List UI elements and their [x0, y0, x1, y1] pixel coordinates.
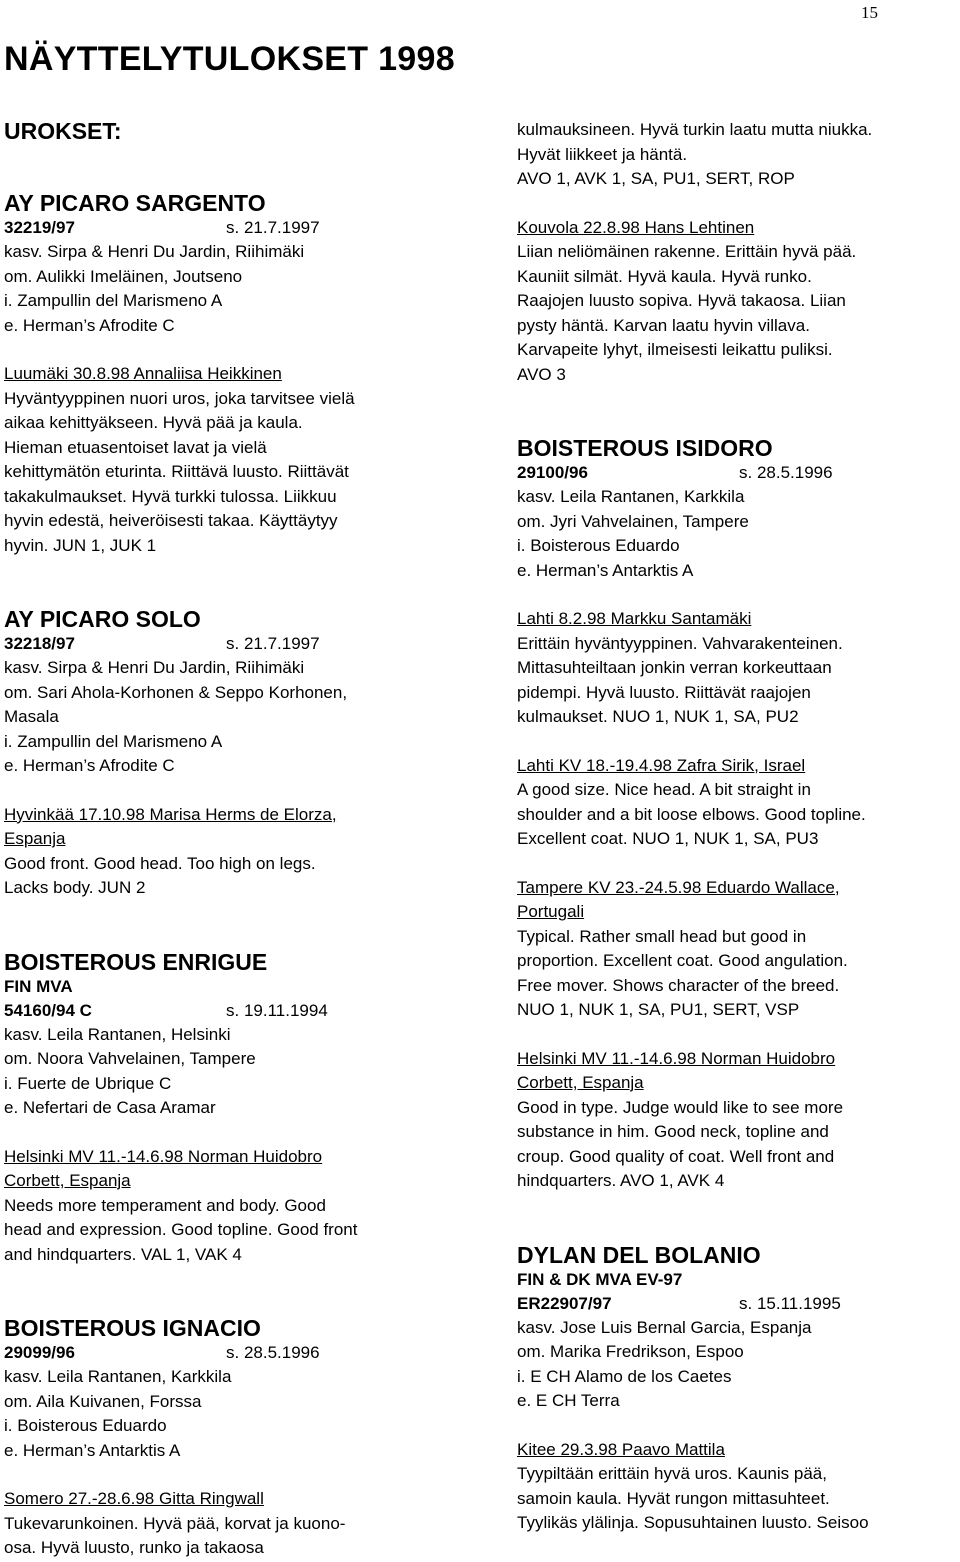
critique-line: and hindquarters. VAL 1, VAK 4 [4, 1244, 242, 1264]
birth-date: s. 21.7.1997 [226, 218, 320, 237]
critique-line: osa. Hyvä luusto, runko ja takaosa [4, 1538, 264, 1557]
birth-date: s. 19.11.1994 [226, 1000, 328, 1020]
spacer [517, 387, 957, 435]
critique-line: Lacks body. JUN 2 [4, 878, 146, 897]
show-judge-line: Corbett, Espanja [4, 1171, 131, 1190]
spacer [517, 1194, 957, 1242]
critique-line: Excellent coat. NUO 1, NUK 1, SA, PU3 [517, 829, 819, 848]
pedigree-info [4, 240, 464, 338]
show-result [517, 754, 957, 852]
critique-line: AVO 3 [517, 364, 566, 384]
spacer [4, 558, 464, 606]
info-line: om. Aulikki Imeläinen, Joutseno [4, 266, 243, 286]
info-line: i. Boisterous Eduardo [517, 536, 680, 555]
spacer [4, 901, 464, 949]
critique-line: Hyvät liikkeet ja häntä. [517, 144, 688, 164]
dog-entry [517, 435, 957, 1194]
show-judge-line: Corbett, Espanja [517, 1073, 644, 1092]
critique-line: aikaa kehittyäkseen. Hyvä pää ja kaula. [4, 413, 303, 432]
dog-name: BOISTEROUS ISIDORO [517, 435, 773, 461]
info-line: kasv. Jose Luis Bernal Garcia, Espanja [517, 1317, 812, 1337]
registration-line [4, 216, 464, 240]
dog-entry [517, 1242, 957, 1536]
critique-line: Hieman etuasentoiset lavat ja vielä [4, 437, 267, 457]
registration-number: 29099/96 [4, 1343, 75, 1362]
info-line: e. E CH Terra [517, 1391, 620, 1410]
dog-name: BOISTEROUS ENRIGUE [4, 948, 268, 975]
critique-line: croup. Good quality of coat. Well front and [517, 1146, 835, 1166]
critique-line: NUO 1, NUK 1, SA, PU1, SERT, VSP [517, 1000, 800, 1019]
spacer [4, 338, 464, 362]
critique-line: Erittäin hyväntyyppinen. Vahvarakenteinen. [517, 633, 843, 653]
show-judge-line: Tampere KV 23.-24.5.98 Eduardo Wallace, [517, 877, 840, 897]
registration-line [517, 1292, 957, 1316]
dog-entry [4, 949, 464, 1268]
critique-line: Hyväntyyppinen nuori uros, joka tarvitsee vielä [4, 388, 355, 408]
birth-date: s. 21.7.1997 [226, 634, 320, 653]
show-judge-line: Lahti 8.2.98 Markku Santamäki [517, 609, 752, 628]
show-judge-line: Espanja [4, 829, 66, 848]
pedigree-info [4, 656, 464, 779]
registration-number: 32219/97 [4, 218, 75, 237]
info-line: e. Nefertari de Casa Aramar [4, 1098, 216, 1117]
critique-line: Mittasuhteiltaan jonkin verran korkeuttaan [517, 658, 832, 677]
spacer [4, 1463, 464, 1487]
critique-line: pidempi. Hyvä luusto. Riittävät raajojen [517, 682, 811, 702]
critique-line: shoulder and a bit loose elbows. Good topline. [517, 804, 866, 824]
birth-date: s. 28.5.1996 [739, 463, 833, 482]
info-line: i. Fuerte de Ubrique C [4, 1073, 172, 1093]
info-line: e. Herman’s Afrodite C [4, 756, 175, 775]
show-judge-line: Helsinki MV 11.-14.6.98 Norman Huidobro [517, 1048, 836, 1068]
dog-title: FIN MVA [4, 976, 73, 996]
show-result [517, 1438, 957, 1536]
show-result [4, 803, 464, 901]
page-number: 15 [861, 3, 878, 22]
pedigree-info [517, 485, 957, 583]
registration-number: 29100/96 [517, 463, 588, 482]
registration-line [4, 632, 464, 656]
show-judge-line: Lahti KV 18.-19.4.98 Zafra Sirik, Israel [517, 755, 806, 775]
show-result [4, 362, 464, 558]
registration-number: 32218/97 [4, 634, 75, 653]
show-judge-line: Kitee 29.3.98 Paavo Mattila [517, 1439, 725, 1459]
critique-line: hyvin edestä, heiveröisesti takaa. Käyttäytyy [4, 511, 338, 530]
info-line: i. Zampullin del Marismeno A [4, 291, 223, 310]
show-judge-line: Hyvinkää 17.10.98 Marisa Herms de Elorza, [4, 804, 337, 824]
spacer [517, 730, 957, 754]
page-title: NÄYTTELYTULOKSET 1998 [4, 40, 455, 78]
show-result [517, 876, 957, 1023]
continued-critique [517, 118, 957, 192]
pedigree-info [4, 1365, 464, 1463]
spacer [517, 1414, 957, 1438]
dog-entry [4, 190, 464, 558]
spacer [4, 1121, 464, 1145]
info-line: om. Sari Ahola-Korhonen & Seppo Korhonen, [4, 682, 348, 702]
info-line: om. Aila Kuivanen, Forssa [4, 1391, 202, 1411]
dog-name: AY PICARO SARGENTO [4, 190, 266, 216]
critique-line: Needs more temperament and body. Good [4, 1195, 326, 1215]
critique-line: pysty häntä. Karvan laatu hyvin villava. [517, 315, 810, 335]
spacer [517, 1023, 957, 1047]
spacer [4, 779, 464, 803]
show-judge-line: Portugali [517, 902, 585, 921]
left-column [4, 118, 464, 1561]
info-line: om. Marika Fredrikson, Espoo [517, 1342, 744, 1361]
dog-entry [4, 1315, 464, 1561]
show-judge-line: Luumäki 30.8.98 Annaliisa Heikkinen [4, 364, 282, 383]
right-column [517, 118, 957, 1536]
critique-line: Raajojen luusto sopiva. Hyvä takaosa. Liian [517, 291, 846, 310]
spacer [517, 192, 957, 216]
critique-line: Free mover. Shows character of the breed. [517, 975, 840, 995]
info-line: i. Boisterous Eduardo [4, 1416, 167, 1435]
registration-number: ER22907/97 [517, 1293, 612, 1313]
show-result [517, 1047, 957, 1194]
critique-line: Tyypiltään erittäin hyvä uros. Kaunis pää, [517, 1464, 827, 1483]
birth-date: s. 15.11.1995 [739, 1293, 841, 1313]
pedigree-info [4, 1023, 464, 1121]
info-line: e. Herman’s Afrodite C [4, 315, 175, 335]
registration-line [4, 999, 464, 1023]
show-judge-line: Kouvola 22.8.98 Hans Lehtinen [517, 217, 755, 237]
show-judge-line: Helsinki MV 11.-14.6.98 Norman Huidobro [4, 1146, 323, 1166]
pedigree-info [517, 1316, 957, 1414]
registration-line [517, 461, 957, 485]
critique-line: hindquarters. AVO 1, AVK 4 [517, 1171, 725, 1190]
info-line: kasv. Leila Rantanen, Karkkila [4, 1367, 232, 1386]
critique-line: kulmaukset. NUO 1, NUK 1, SA, PU2 [517, 707, 799, 726]
critique-line: Liian neliömäinen rakenne. Erittäin hyvä pää. [517, 242, 857, 261]
spacer [4, 1267, 464, 1315]
info-line: Masala [4, 707, 59, 726]
critique-line: Typical. Rather small head but good in [517, 926, 807, 946]
critique-line: Tukevarunkoinen. Hyvä pää, korvat ja kuono- [4, 1513, 346, 1533]
info-line: om. Noora Vahvelainen, Tampere [4, 1049, 256, 1068]
critique-line: proportion. Excellent coat. Good angulation. [517, 951, 848, 970]
info-line: kasv. Leila Rantanen, Karkkila [517, 487, 745, 506]
dog-name: BOISTEROUS IGNACIO [4, 1315, 261, 1341]
dog-name: DYLAN DEL BOLANIO [517, 1241, 761, 1268]
critique-line: A good size. Nice head. A bit straight in [517, 780, 811, 799]
critique-line: takakulmaukset. Hyvä turkki tulossa. Liikkuu [4, 486, 337, 506]
critique-line: Good front. Good head. Too high on legs. [4, 853, 316, 873]
dog-title: FIN & DK MVA EV-97 [517, 1269, 683, 1289]
registration-number: 54160/94 C [4, 1000, 92, 1020]
spacer [517, 852, 957, 876]
critique-line: samoin kaula. Hyvät rungon mittasuhteet. [517, 1488, 830, 1508]
info-line: e. Herman’s Antarktis A [517, 560, 694, 580]
show-result [517, 216, 957, 388]
critique-line: Karvapeite lyhyt, ilmeisesti leikattu puliksi. [517, 340, 833, 359]
critique-line: Kauniit silmät. Hyvä kaula. Hyvä runko. [517, 266, 812, 286]
critique-line: AVO 1, AVK 1, SA, PU1, SERT, ROP [517, 169, 795, 188]
critique-line: head and expression. Good topline. Good front [4, 1220, 358, 1239]
info-line: kasv. Leila Rantanen, Helsinki [4, 1024, 231, 1044]
section-heading: UROKSET: [4, 118, 122, 144]
dog-name: AY PICARO SOLO [4, 606, 201, 632]
spacer [517, 583, 957, 607]
critique-line: Tyylikäs ylälinja. Sopusuhtainen luusto. Seisoo [517, 1513, 869, 1532]
birth-date: s. 28.5.1996 [226, 1343, 320, 1362]
critique-line: Good in type. Judge would like to see more [517, 1097, 844, 1117]
critique-line: kulmauksineen. Hyvä turkin laatu mutta niukka. [517, 120, 873, 139]
info-line: i. Zampullin del Marismeno A [4, 731, 223, 751]
critique-line: kehittymätön eturinta. Riittävä luusto. Riittävät [4, 462, 349, 481]
info-line: kasv. Sirpa & Henri Du Jardin, Riihimäki [4, 658, 305, 677]
show-judge-line: Somero 27.-28.6.98 Gitta Ringwall [4, 1489, 264, 1508]
show-result [4, 1487, 464, 1561]
info-line: e. Herman’s Antarktis A [4, 1440, 181, 1460]
show-result [517, 607, 957, 730]
dog-entry [4, 606, 464, 901]
info-line: om. Jyri Vahvelainen, Tampere [517, 511, 749, 531]
info-line: i. E CH Alamo de los Caetes [517, 1366, 732, 1386]
critique-line: hyvin. JUN 1, JUK 1 [4, 535, 157, 555]
info-line: kasv. Sirpa & Henri Du Jardin, Riihimäki [4, 242, 305, 261]
show-result [4, 1145, 464, 1268]
registration-line [4, 1341, 464, 1365]
critique-line: substance in him. Good neck, topline and [517, 1122, 829, 1141]
